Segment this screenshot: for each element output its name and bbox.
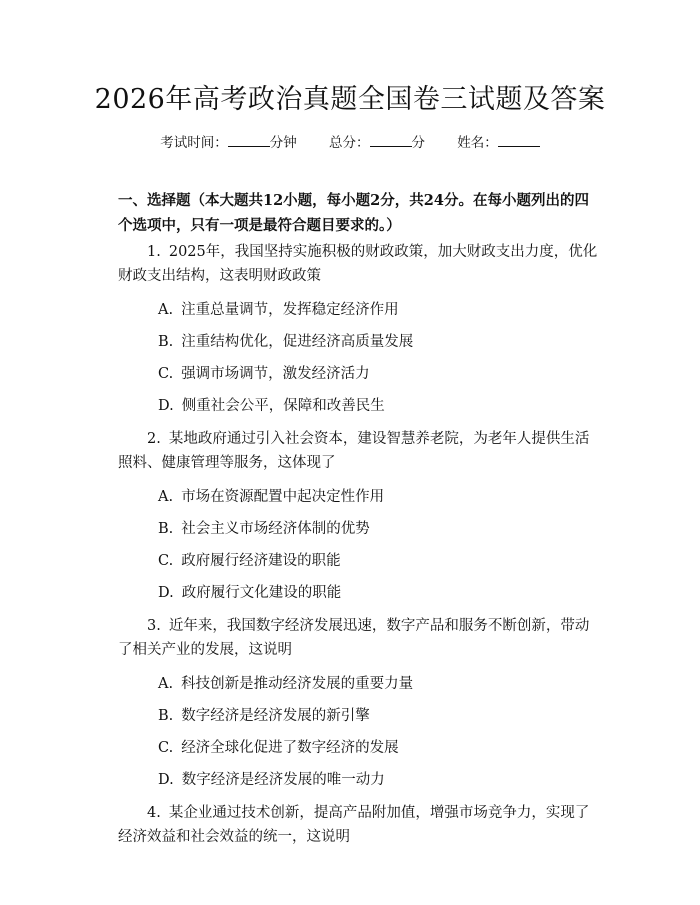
option-letter: C.: [158, 553, 174, 569]
option-text: 政府履行经济建设的职能: [181, 553, 341, 569]
question-text: 近年来，我国数字经济发展迅速，数字产品和服务不断创新，带动了相关产业的发展，这说明: [118, 618, 590, 658]
option-text: 数字经济是经济发展的唯一动力: [181, 772, 385, 788]
question-text: 某企业通过技术创新，提高产品附加值，增强市场竞争力，实现了经济效益和社会效益的统一，这说明: [118, 805, 590, 845]
option-letter: A.: [158, 676, 174, 692]
question-4: [118, 801, 600, 849]
option-d: [158, 394, 600, 418]
option-text: 市场在资源配置中起决定性作用: [181, 489, 385, 505]
option-a: [158, 485, 600, 509]
question-text: 2025年，我国坚持实施积极的财政政策，加大财政支出力度，优化财政支出结构，这表明财政政策: [118, 244, 598, 284]
option-d: [158, 768, 600, 792]
option-letter: C.: [158, 366, 174, 382]
question-stem: [118, 427, 600, 475]
question-1: [118, 240, 600, 418]
student-name-label: 姓名：: [457, 135, 498, 151]
option-text: 强调市场调节，激发经济活力: [181, 366, 370, 382]
exam-time-label: 考试时间：: [160, 135, 228, 151]
question-stem: [118, 614, 600, 662]
option-letter: B.: [158, 708, 174, 724]
question-list: [118, 240, 600, 859]
question-number: 4.: [147, 805, 161, 821]
option-letter: A.: [158, 302, 174, 318]
option-text: 注重总量调节，发挥稳定经济作用: [181, 302, 399, 318]
student-name-blank: [498, 134, 540, 147]
option-letter: A.: [158, 489, 174, 505]
option-letter: B.: [158, 334, 174, 350]
option-c: [158, 362, 600, 386]
option-b: [158, 517, 600, 541]
option-text: 科技创新是推动经济发展的重要力量: [181, 676, 414, 692]
option-text: 数字经济是经济发展的新引擎: [181, 708, 370, 724]
option-c: [158, 549, 600, 573]
option-b: [158, 330, 600, 354]
total-score-label: 总分：: [329, 135, 370, 151]
section-heading: 一、选择题（本大题共12小题，每小题2分，共24分。在每小题列出的四个选项中，只有一项是最符合题目要求的。）: [118, 192, 589, 234]
question-2: [118, 427, 600, 605]
option-b: [158, 704, 600, 728]
option-letter: D.: [158, 772, 174, 788]
total-score: [329, 133, 425, 153]
exam-time: [160, 133, 297, 153]
option-letter: D.: [158, 585, 174, 601]
question-stem: [118, 801, 600, 849]
option-c: [158, 736, 600, 760]
option-a: [158, 298, 600, 322]
question-text: 某地政府通过引入社会资本，建设智慧养老院，为老年人提供生活照料、健康管理等服务，这体现了: [118, 431, 590, 471]
question-3: [118, 614, 600, 792]
question-number: 2.: [147, 431, 161, 447]
option-text: 社会主义市场经济体制的优势: [181, 521, 370, 537]
option-letter: D.: [158, 398, 174, 414]
option-text: 侧重社会公平，保障和改善民生: [181, 398, 385, 414]
student-name: [457, 133, 540, 153]
page-title: 2026年高考政治真题全国卷三试题及答案: [94, 84, 606, 115]
question-stem: [118, 240, 600, 288]
option-text: 政府履行文化建设的职能: [181, 585, 342, 601]
question-number: 1.: [147, 244, 161, 260]
option-letter: C.: [158, 740, 174, 756]
option-d: [158, 581, 600, 605]
total-score-blank: [370, 134, 412, 147]
exam-time-blank: [228, 134, 270, 147]
option-text: 经济全球化促进了数字经济的发展: [181, 740, 399, 756]
option-a: [158, 672, 600, 696]
exam-meta: [0, 133, 700, 153]
question-number: 3.: [147, 618, 161, 634]
total-score-unit: 分: [411, 135, 425, 151]
option-letter: B.: [158, 521, 174, 537]
option-text: 注重结构优化，促进经济高质量发展: [181, 334, 414, 350]
exam-time-unit: 分钟: [269, 135, 297, 151]
